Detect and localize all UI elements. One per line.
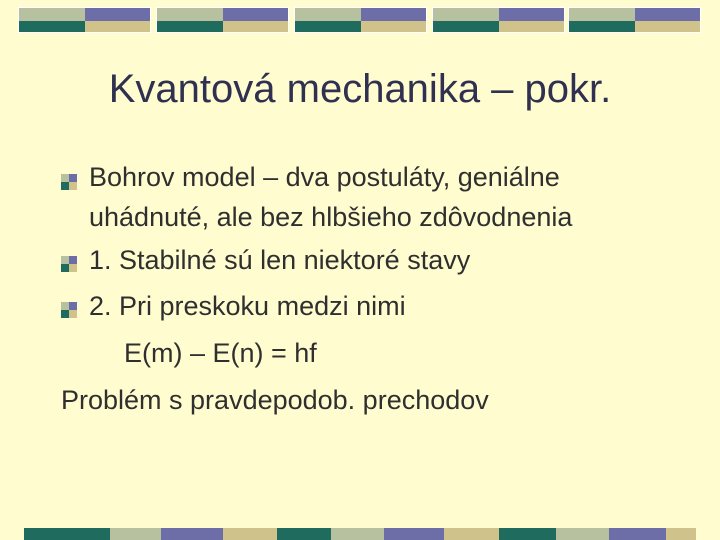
top-decorative-teal-segment [19,21,85,33]
top-decorative-tan-segment [635,21,701,33]
top-decorative-block-2 [156,7,289,33]
bottom-decorative-teal-segment [277,528,331,540]
bullet-1-line-1: Bohrov model – dva postuláty, geniálne [89,162,560,192]
formula-line: E(m) – E(n) = hf [124,338,317,368]
top-decorative-sage-segment [433,8,499,21]
top-decorative-block-4 [432,7,565,33]
bottom-decorative-teal-segment [24,528,110,540]
bottom-decorative-sage-segment [110,528,161,540]
bottom-decorative-tan-segment [223,528,277,540]
bottom-decorative-banner [0,524,720,540]
top-decorative-sage-segment [295,8,361,21]
top-decorative-tan-segment [85,21,151,33]
top-decorative-block-3 [294,7,427,33]
top-decorative-purple-segment [499,8,565,21]
top-decorative-teal-segment [433,21,499,33]
bottom-decorative-teal-segment [499,528,556,540]
top-decorative-block-5 [568,7,701,33]
four-color-square-bullet-icon [61,302,77,318]
top-decorative-purple-segment [223,8,289,21]
bullet-1-line-2: uhádnuté, ale bez hlbšieho zdôvodnenia [89,202,573,232]
bullet-3-text: 2. Pri preskoku medzi nimi [89,291,406,321]
top-decorative-sage-segment [19,8,85,21]
top-decorative-tan-segment [499,21,565,33]
bullet-2-text: 1. Stabilné sú len niektoré stavy [89,245,471,275]
four-color-square-bullet-icon [61,174,77,190]
top-decorative-sage-segment [569,8,635,21]
top-decorative-tan-segment [223,21,289,33]
bottom-decorative-purple-segment [161,528,223,540]
four-color-square-bullet-icon [61,256,77,272]
top-decorative-teal-segment [157,21,223,33]
top-decorative-block-1 [18,7,151,33]
top-decorative-purple-segment [85,8,151,21]
top-decorative-teal-segment [569,21,635,33]
top-decorative-banner [0,0,720,40]
final-line: Problém s pravdepodob. prechodov [61,385,489,415]
bottom-decorative-sage-segment [556,528,609,540]
bottom-decorative-tan-segment [444,528,499,540]
top-decorative-sage-segment [157,8,223,21]
top-decorative-purple-segment [361,8,427,21]
bottom-decorative-sage-segment [331,528,384,540]
slide-title: Kvantová mechanika – pokr. [108,67,612,111]
top-decorative-purple-segment [635,8,701,21]
top-decorative-teal-segment [295,21,361,33]
slide-content [0,162,720,452]
bottom-decorative-purple-segment [384,528,444,540]
top-decorative-tan-segment [361,21,427,33]
bottom-decorative-tan-segment [666,528,696,540]
bottom-decorative-purple-segment [609,528,666,540]
